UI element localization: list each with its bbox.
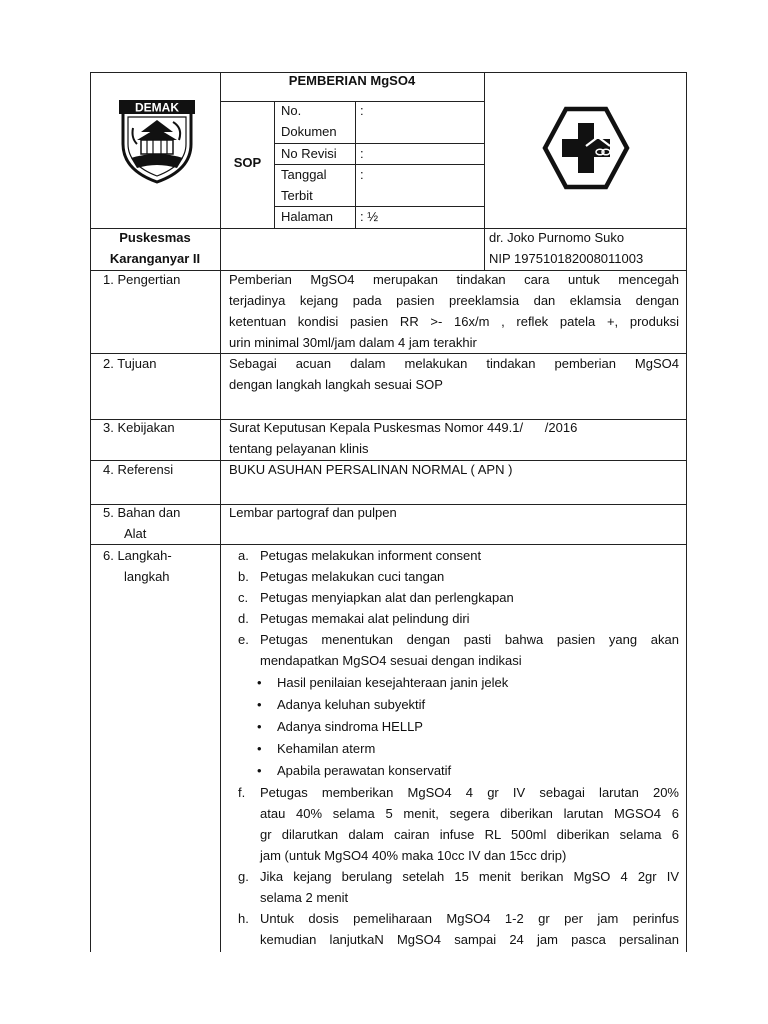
step-line: Petugas menyiapkan alat dan perlengkapan xyxy=(260,590,514,605)
section-label-bahan: Alat xyxy=(124,526,147,541)
step-line: kemudian lanjutkaN MgSO4 sampai 24 jam pasca persalinan xyxy=(260,932,679,947)
doc-field-value: : xyxy=(360,167,364,182)
kebijakan-line: Surat Keputusan Kepala Puskesmas Nomor 449.1/ /2016 xyxy=(229,420,578,435)
doc-field-value: : xyxy=(360,146,364,161)
step-marker: g. xyxy=(238,869,249,884)
logo-text: DEMAK xyxy=(135,100,179,115)
pengertian-line: urin minimal 30ml/jam dalam 4 jam terakhir xyxy=(229,335,477,350)
section-label-referensi: 4. Referensi xyxy=(103,462,174,477)
section-label-langkah: langkah xyxy=(124,569,170,584)
sop-label: SOP xyxy=(233,155,262,170)
tujuan-line: Sebagai acuan dalam melakukan tindakan pemberian MgSO4 xyxy=(229,356,679,371)
doc-field-label: No. xyxy=(281,103,302,118)
step-line: Petugas melakukan informent consent xyxy=(260,548,482,563)
doc-field-label: Tanggal xyxy=(281,167,327,182)
demak-emblem-logo xyxy=(117,98,197,184)
step-marker: b. xyxy=(238,569,249,584)
doc-field-label: Halaman xyxy=(281,209,334,224)
kebijakan-line: tentang pelayanan klinis xyxy=(229,441,369,456)
step-marker: c. xyxy=(238,590,249,605)
doc-field-label: No Revisi xyxy=(281,146,337,161)
step-line: Petugas melakukan cuci tangan xyxy=(260,569,445,584)
step-marker: h. xyxy=(238,911,249,926)
referensi-line: BUKU ASUHAN PERSALINAN NORMAL ( APN ) xyxy=(229,462,513,477)
step-line: Petugas memberikan MgSO4 4 gr IV sebagai larutan 20% xyxy=(260,785,679,800)
bullet-item: Hasil penilaian kesejahteraan janin jelek xyxy=(277,675,509,690)
puskesmas-logo xyxy=(542,106,630,190)
bullet-item: Apabila perawatan konservatif xyxy=(277,763,452,778)
step-marker: a. xyxy=(238,548,249,563)
step-marker: e. xyxy=(238,632,249,647)
section-label-tujuan: 2. Tujuan xyxy=(103,356,157,371)
signatory-name: dr. Joko Purnomo Suko xyxy=(489,230,625,245)
bullet-item: Kehamilan aterm xyxy=(277,741,376,756)
step-line: mendapatkan MgSO4 sesuai dengan indikasi xyxy=(260,653,522,668)
bullet-icon: • xyxy=(257,741,262,756)
step-line: Jika kejang berulang setelah 15 menit berikan MgSO 4 2gr IV xyxy=(260,869,679,884)
pengertian-line: Pemberian MgSO4 merupakan tindakan cara untuk mencegah xyxy=(229,272,679,287)
bullet-icon: • xyxy=(257,697,262,712)
document-title: PEMBERIAN MgSO4 xyxy=(288,73,416,88)
step-line: selama 2 menit xyxy=(260,890,349,905)
step-line: atau 40% selama 5 menit, segera diberikan larutan MGSO4 6 xyxy=(260,806,679,821)
tujuan-line: dengan langkah langkah sesuai SOP xyxy=(229,377,443,392)
step-line: Untuk dosis pemeliharaan MgSO4 1-2 gr per jam perinfus xyxy=(260,911,679,926)
section-label-pengertian: 1. Pengertian xyxy=(103,272,181,287)
doc-field-value: : xyxy=(360,103,364,118)
doc-field-label: Dokumen xyxy=(281,124,337,139)
bullet-icon: • xyxy=(257,675,262,690)
bahan-line: Lembar partograf dan pulpen xyxy=(229,505,397,520)
section-label-bahan: 5. Bahan dan xyxy=(103,505,181,520)
step-marker: f. xyxy=(238,785,246,800)
step-line: jam (untuk MgSO4 40% maka 10cc IV dan 15cc drip) xyxy=(260,848,567,863)
doc-field-label: Terbit xyxy=(281,188,313,203)
bullet-item: Adanya sindroma HELLP xyxy=(277,719,423,734)
step-line: gr dilarutkan dalam cairan infuse RL 500ml diberikan selama 6 xyxy=(260,827,679,842)
bullet-icon: • xyxy=(257,763,262,778)
doc-field-value: : ½ xyxy=(360,209,379,224)
section-label-kebijakan: 3. Kebijakan xyxy=(103,420,175,435)
bullet-item: Adanya keluhan subyektif xyxy=(277,697,426,712)
step-line: Petugas memakai alat pelindung diri xyxy=(260,611,470,626)
section-label-langkah: 6. Langkah- xyxy=(103,548,172,563)
org-name: Karanganyar II xyxy=(109,251,201,266)
step-line: Petugas menentukan dengan pasti bahwa pasien yang akan xyxy=(260,632,679,647)
pengertian-line: terjadinya kejang pada pasien preeklamsia dan eklamsia dengan xyxy=(229,293,679,308)
org-name: Puskesmas xyxy=(119,230,191,245)
pengertian-line: ketentuan kondisi pasien RR >- 16x/m , reflek patela +, produksi xyxy=(229,314,679,329)
step-marker: d. xyxy=(238,611,249,626)
signatory-nip: NIP 197510182008011003 xyxy=(489,251,644,266)
bullet-icon: • xyxy=(257,719,262,734)
